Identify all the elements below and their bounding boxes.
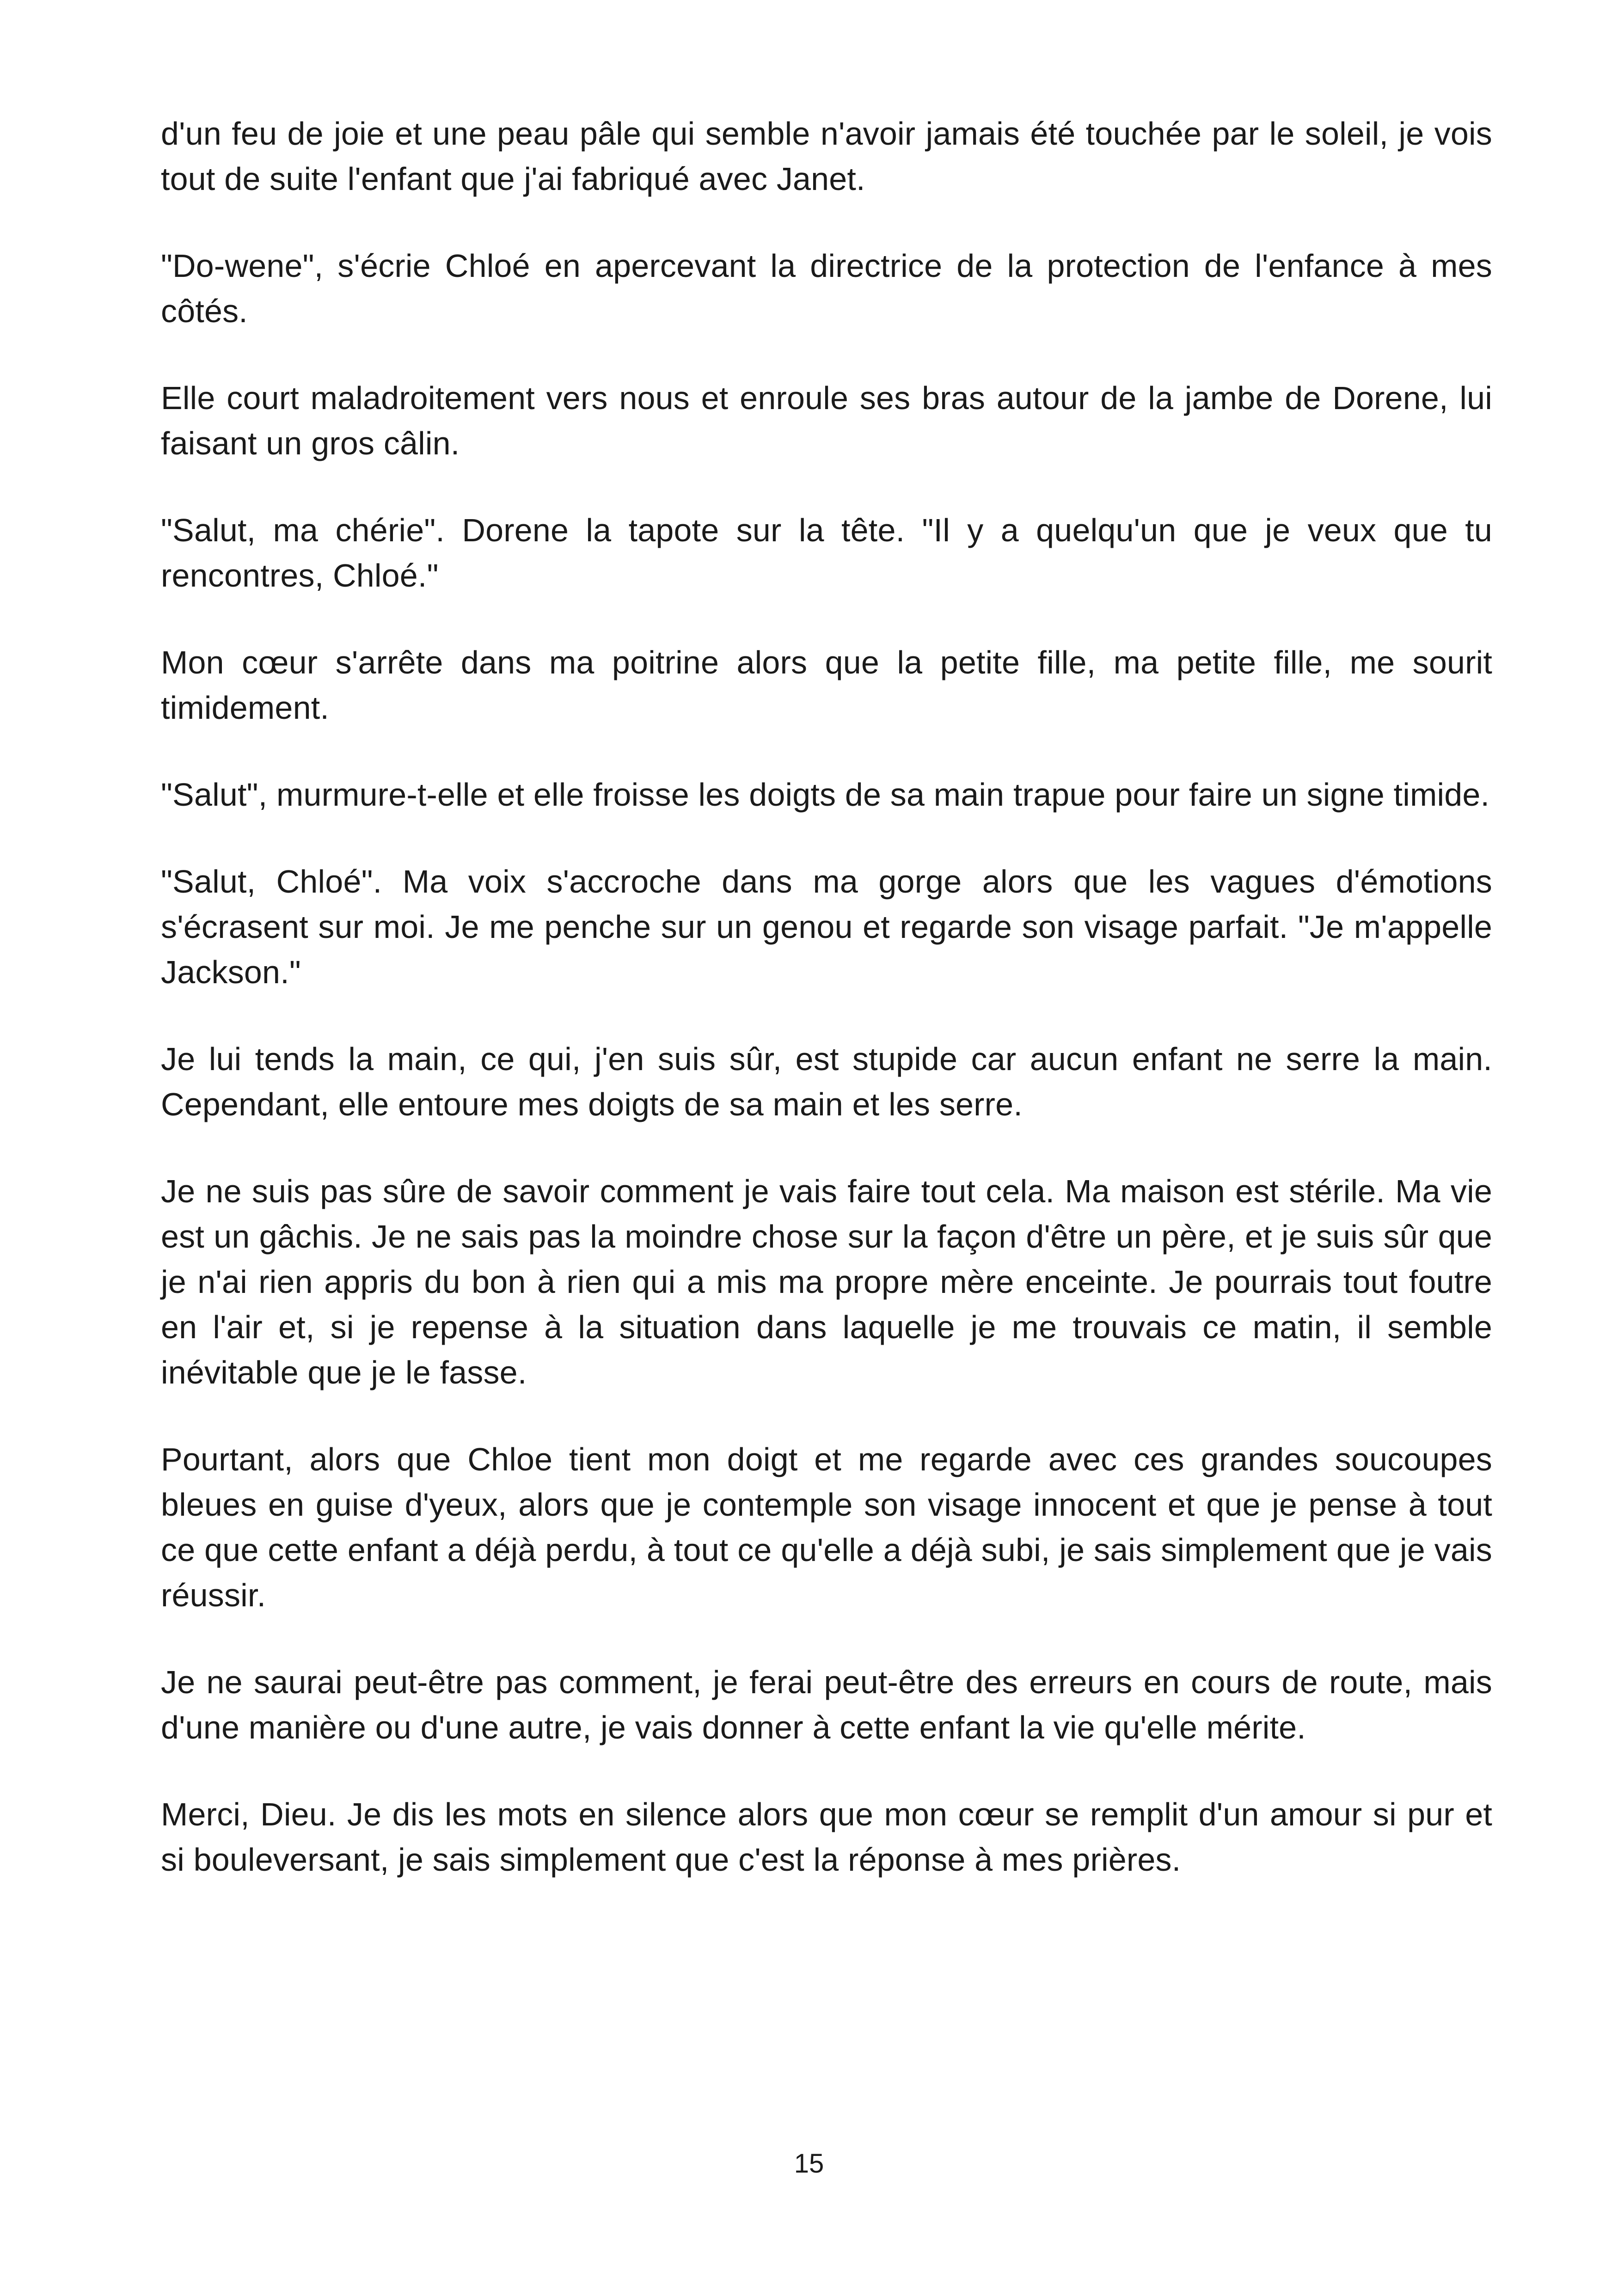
body-text [161, 111, 1492, 1924]
paragraph: Elle court maladroitement vers nous et enroule ses bras autour de la jambe de Dorene, lui faisant un gros câlin. [161, 380, 1492, 461]
paragraph: d'un feu de joie et une peau pâle qui semble n'avoir jamais été touchée par le soleil, je vois tout de suite l'enfant que j'ai fabriqué avec Janet. [161, 116, 1492, 197]
paragraph: "Salut, Chloé". Ma voix s'accroche dans ma gorge alors que les vagues d'émotions s'écrasent sur moi. Je me penche sur un genou et regarde son visage parfait. "Je m'appelle Jackson." [161, 863, 1492, 990]
paragraph: Je lui tends la main, ce qui, j'en suis sûr, est stupide car aucun enfant ne serre la main. Cependant, elle entoure mes doigts de sa main et les serre. [161, 1041, 1492, 1122]
paragraph: Je ne saurai peut-être pas comment, je ferai peut-être des erreurs en cours de route, mais d'une manière ou d'une autre, je vais donner à cette enfant la vie qu'elle mérite. [161, 1664, 1492, 1745]
paragraph: Merci, Dieu. Je dis les mots en silence alors que mon cœur se remplit d'un amour si pur et si bouleversant, je sais simplement que c'est la réponse à mes prières. [161, 1796, 1492, 1878]
paragraph: Pourtant, alors que Chloe tient mon doigt et me regarde avec ces grandes soucoupes bleues en guise d'yeux, alors que je contemple son visage innocent et que je pense à tout ce que cette enfant a déjà perdu, à tout ce qu'elle a déjà subi, je sais simplement que je vais réussir. [161, 1441, 1492, 1613]
paragraph: Mon cœur s'arrête dans ma poitrine alors que la petite fille, ma petite fille, me sourit timidement. [161, 644, 1492, 726]
paragraph: "Do-wene", s'écrie Chloé en apercevant la directrice de la protection de l'enfance à mes côtés. [161, 248, 1492, 329]
paragraph: Je ne suis pas sûre de savoir comment je vais faire tout cela. Ma maison est stérile. Ma vie est un gâchis. Je ne sais pas la moindre chose sur la façon d'être un père, et je suis sûr que je n'ai rien appris du bon à rien qui a mis ma propre mère enceinte. Je pourrais tout foutre en l'air et, si je repense à la situation dans laquelle je me trouvais ce matin, il semble inévitable que je le fasse. [161, 1173, 1492, 1390]
page-number: 15 [794, 2149, 824, 2179]
paragraph: "Salut", murmure-t-elle et elle froisse les doigts de sa main trapue pour faire un signe timide. [161, 777, 1490, 813]
paragraph: "Salut, ma chérie". Dorene la tapote sur la tête. "Il y a quelqu'un que je veux que tu rencontres, Chloé." [161, 512, 1492, 594]
